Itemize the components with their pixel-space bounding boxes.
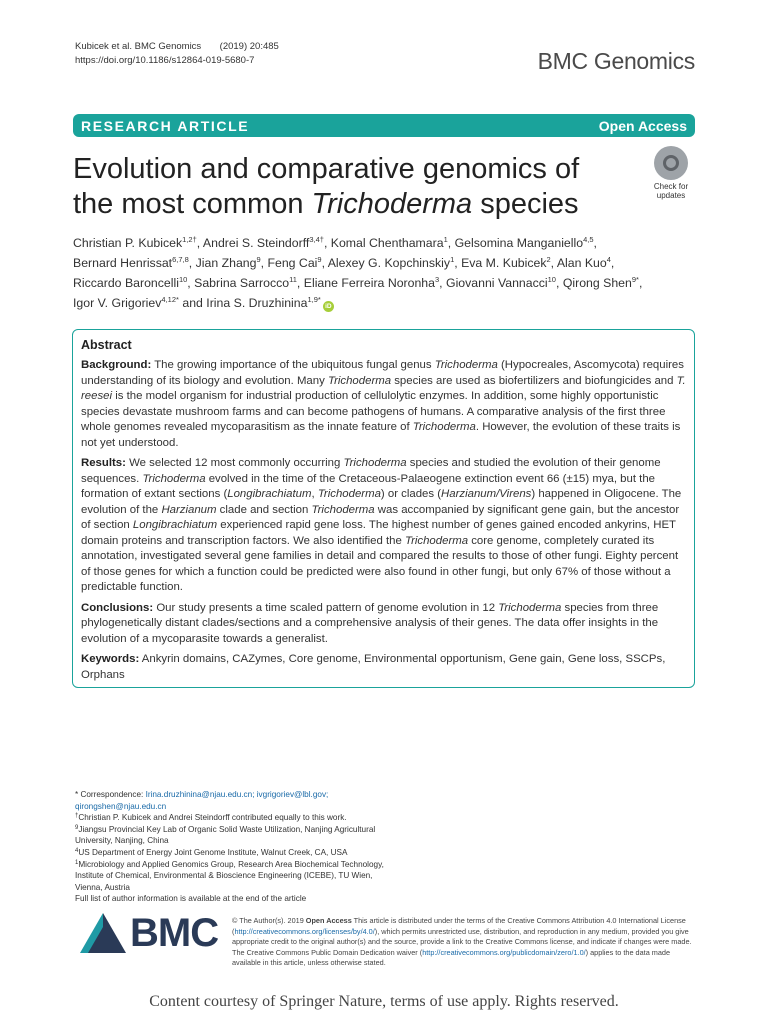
author-line: Riccardo Baroncelli$^{10}$, Sabrina Sarrocco$^{11}$, Eliane Ferreira Noronha$^3$, Giovanni Vannacci$^{10}$, Qirong Shen$^{9*}$, (73, 275, 643, 290)
affiliation: $^9$Jiangsu Provincial Key Lab of Organic Solid Waste Utilization, Nanjing Agricultural University, Nanjing, China (75, 824, 376, 846)
license-text: © The Author(s). 2019 Open Access This article is distributed under the terms of the Creative Commons Attribution 4.0 International License (http://creativecommons.org/licenses/by/4.0/), which permits unrestricted use, distribution, and reproduction in any medium, provided you give appropriate credit to the original author(s) and the source, provide a link to the Creative Commons license, and indicate if changes were made. The Creative Commons Public Domain Dedication waiver (http://creativecommons.org/publicdomain/zero/1.0/) applies to the data made available in this article, unless otherwise stated. (232, 916, 692, 967)
article-type: RESEARCH ARTICLE (81, 117, 250, 134)
citation-header (75, 40, 279, 68)
orcid-icon[interactable]: iD (323, 301, 334, 312)
article-title: Evolution and comparative genomics of the most common Trichoderma species (73, 153, 580, 220)
author-line: Igor V. Grigoriev$^{4,12*}$ and Irina S. Druzhinina$^{1,9*}$iD (73, 293, 699, 313)
bmc-logo (80, 912, 230, 954)
doi-link[interactable]: https://doi.org/10.1186/s12864-019-5680-7 (75, 55, 255, 66)
license-link[interactable]: http://creativecommons.org/licenses/by/4.0/ (234, 926, 375, 936)
badge-label: Check for updates (653, 182, 689, 200)
author-line: Christian P. Kubicek$^{1,2\dagger}$, Andrei S. Steindorff$^{3,4\dagger}$, Komal Chenthamara$^1$, Gelsomina Manganiello$^{4,5}$, (73, 235, 597, 250)
check-for-updates-badge[interactable] (647, 146, 695, 200)
bmc-logo-text: BMC (130, 910, 219, 955)
citation-year: (2019) 20:485 (219, 41, 279, 52)
abstract-keywords: Keywords: Ankyrin domains, CAZymes, Core genome, Environmental opportunism, Gene gain, Gene loss, SSCPs, Orphans (81, 653, 666, 681)
citation-journal: Kubicek et al. BMC Genomics (75, 41, 202, 52)
author-line: Bernard Henrissat$^{6,7,8}$, Jian Zhang$^9$, Feng Cai$^9$, Alexey G. Kopchinskiy$^1$, Eva M. Kubicek$^2$, Alan Kuo$^4$, (73, 255, 615, 270)
affiliation: $^1$Microbiology and Applied Genomics Group, Research Area Biochemical Technology, Institute of Chemical, Environmental & Bioscience Engineering (ICEBE), TU Wien, Vienna, Austria (75, 859, 384, 892)
bmc-logo-icon (80, 913, 126, 953)
check-updates-icon (654, 146, 688, 180)
abstract-results: Results: We selected 12 most commonly occurring Trichoderma species and studied the evolution of their genome sequences. Trichoderma evolved in the time of the Cretaceous-Palaeogene extinction event 66 (±15) mya, but the formation of extant sections (Longibrachiatum, Trichoderma) or clades (Harzianum/Virens) happened in Oligocene. The evolution of the Harzianum clade and section Trichoderma was accompanied by significant gene gain, but the ancestor of section Longibrachiatum experienced rapid gene loss. The highest number of genes gained encoded ankyrins, HET domain proteins and transcription factors. We also identified the Trichoderma core genome, completely curated its annotation, investigated several gene families in detail and compared the results to those of other fungi. Eighty percent of those genes for which a function could be predicted were also found in other fungi, but only 67% of those without a predictable function. (81, 457, 682, 593)
abstract-conclusions: Conclusions: Our study presents a time scaled pattern of genome evolution in 12 Trichoderma species from three phylogenetically distant clades/sections and a comprehensive analysis of their genes. The data offer insights in the evolution of a mycoparasite towards a generalist. (81, 601, 659, 645)
open-access-label: Open Access (598, 117, 687, 134)
article-type-banner (73, 114, 695, 137)
author-list (73, 233, 699, 313)
correspondence: * Correspondence: Irina.druzhinina@njau.edu.cn; ivgrigoriev@lbl.gov; qirongshen@njau.edu.cn (75, 790, 329, 811)
public-domain-link[interactable]: http://creativecommons.org/publicdomain/zero/1.0/ (422, 947, 586, 957)
author-info-note: Full list of author information is available at the end of the article (75, 894, 307, 904)
footnotes (75, 789, 385, 905)
affiliation: $^4$US Department of Energy Joint Genome Institute, Walnut Creek, CA, USA (75, 847, 348, 857)
email-links[interactable]: Irina.druzhinina@njau.edu.cn; ivgrigoriev@lbl.gov; qirongshen@njau.edu.cn (75, 790, 329, 811)
abstract-background: Background: The growing importance of the ubiquitous fungal genus Trichoderma (Hypocreales, Ascomycota) requires understanding of its biology and evolution. Many Trichoderma species are used as biofertilizers and biofungicides and T. reesei is the model organism for industrial production of cellulolytic enzymes. In addition, some highly opportunistic species devastate mushroom farms and can become pathogens of humans. A comparative analysis of the first three whole genomes revealed mycoparasitism as the innate feature of Trichoderma. However, the evolution of these traits is not yet understood. (81, 359, 686, 449)
abstract-box (72, 329, 695, 688)
equal-contribution-note: †Christian P. Kubicek and Andrei Steindorff contributed equally to this work. (75, 813, 347, 823)
journal-logo: BMC Genomics (537, 48, 695, 74)
springer-watermark: Content courtesy of Springer Nature, terms of use apply. Rights reserved. (149, 993, 619, 1010)
abstract-heading: Abstract (81, 338, 132, 352)
